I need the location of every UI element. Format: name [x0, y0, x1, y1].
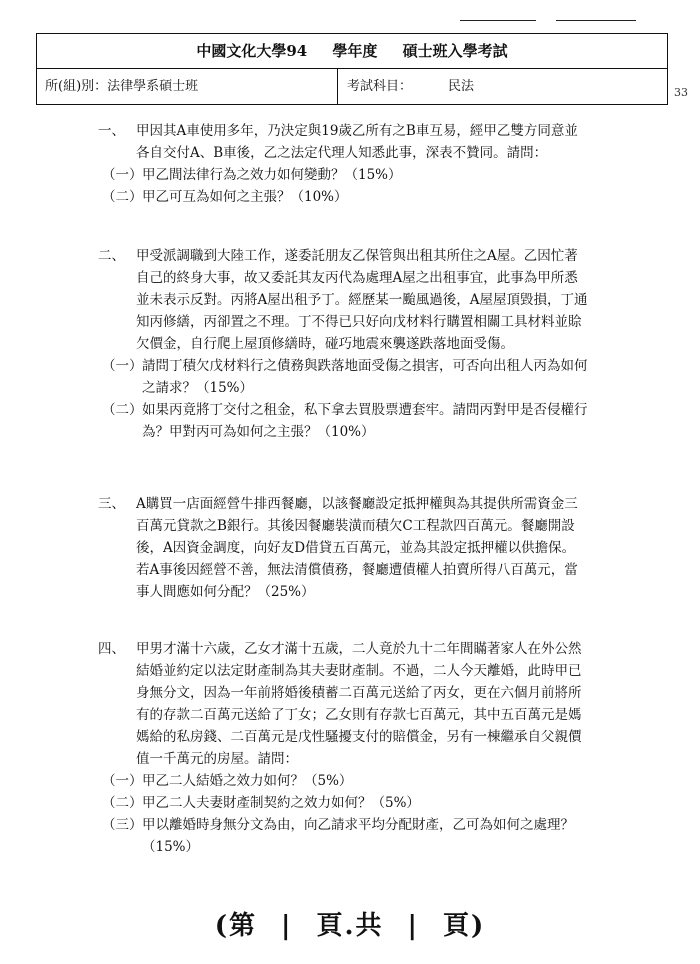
subject-label: 考試科目： [347, 79, 413, 94]
exam-title: 碩士班入學考試 [402, 42, 508, 60]
corner-mark: 33 [674, 86, 688, 99]
sub-question [98, 399, 588, 443]
sub-question [98, 814, 588, 858]
top-rule-left [460, 20, 536, 21]
sub-question [98, 792, 588, 814]
sub-question-text: 甲乙間法律行為之效力如何變動？（15%） [142, 167, 402, 183]
sub-question-label: （二） [102, 795, 143, 811]
footer-total-number: | [407, 911, 419, 941]
exam-header [36, 33, 668, 105]
question-number: 四、 [98, 641, 125, 657]
question-3 [98, 493, 588, 603]
question-number: 二、 [98, 248, 125, 264]
sub-question-text: 如果丙竟將丁交付之租金，私下拿去買股票遭套牢。請問丙對甲是否侵權行為？甲對丙可為如何之主張？（10%） [142, 402, 588, 440]
department-value: 法律學系碩士班 [107, 79, 199, 94]
footer-page-label: 頁.共 [316, 911, 384, 941]
question-body: 甲受派調職到大陸工作，遂委託朋友乙保管與出租其所住之A屋。乙因忙著自己的終身大事，故又委託其友丙代為處理A屋之出租事宜，此事為甲所悉並未表示反對。丙將A屋出租予丁。經歷某一颱風過後，A屋屋頂毀損，丁通知丙修繕，丙卻置之不理。丁不得已只好向戊材料行購置相關工具材料並賒欠價金，自行爬上屋頂修繕時，碰巧地震來襲遂跌落地面受傷。 [136, 248, 588, 352]
sub-question-label: （一） [102, 167, 143, 183]
sub-question-text: 甲乙二人夫妻財產制契約之效力如何？（5%） [142, 795, 420, 811]
top-rule-right [556, 20, 636, 21]
header-divider [337, 69, 338, 104]
question-2 [98, 245, 588, 443]
department-label: 所(組)別： [45, 79, 108, 94]
question-1 [98, 120, 588, 208]
footer-page-number: | [281, 911, 293, 941]
footer-open: (第 [214, 911, 257, 941]
subject-cell [347, 69, 474, 104]
sub-question [98, 186, 588, 208]
department-cell [45, 69, 198, 104]
exam-info-row [37, 69, 667, 104]
question-number: 三、 [98, 496, 125, 512]
academic-year-label: 學年度 [332, 42, 378, 60]
page-footer [0, 905, 700, 942]
question-number: 一、 [98, 123, 125, 139]
question-4 [98, 638, 588, 858]
question-body: 甲男才滿十六歲，乙女才滿十五歲，二人竟於九十二年間瞞著家人在外公然結婚並約定以法定財產制為其夫妻財產制。不過，二人今天離婚，此時甲已身無分文，因為一年前將婚後積蓄二百萬元送給了丙女，更在六個月前將所有的存款二百萬元送給了丁女；乙女則有存款七百萬元，其中五百萬元是媽媽給的私房錢、二百萬元是戊性騷擾支付的賠償金，另有一棟繼承自父親價值一千萬元的房屋。請問： [136, 641, 582, 767]
footer-close: 頁) [443, 911, 486, 941]
sub-question [98, 770, 588, 792]
sub-question-label: （一） [102, 358, 143, 374]
sub-question-text: 請問丁積欠戊材料行之債務與跌落地面受傷之損害，可否向出租人丙為如何之請求？（15%） [142, 358, 588, 396]
sub-question-label: （二） [102, 402, 143, 418]
subject-value: 民法 [448, 79, 475, 94]
question-body: A購買一店面經營牛排西餐廳，以該餐廳設定抵押權與為其提供所需資金三百萬元貸款之B銀行。其後因餐廳裝潢而積欠C工程款四百萬元。餐廳開設後，A因資金調度，向好友D借貸五百萬元，並為其設定抵押權以供擔保。若A事後因經營不善，無法清償債務，餐廳遭債權人拍賣所得八百萬元，當事人間應如何分配？（25%） [136, 496, 578, 600]
sub-question-label: （二） [102, 189, 143, 205]
sub-question-text: 甲以離婚時身無分文為由，向乙請求平均分配財產，乙可為如何之處理？（15%） [142, 817, 574, 855]
sub-question-label: （三） [102, 817, 143, 833]
question-body: 甲因其A車使用多年，乃決定與19歲乙所有之B車互易，經甲乙雙方同意並各自交付A、B車後，乙之法定代理人知悉此事，深表不贊同。請問： [136, 123, 578, 161]
exam-title-row [37, 34, 667, 69]
university-name: 中國文化大學94 [196, 42, 308, 60]
sub-question [98, 164, 588, 186]
sub-question [98, 355, 588, 399]
sub-question-label: （一） [102, 773, 143, 789]
sub-question-text: 甲乙可互為如何之主張？（10%） [142, 189, 348, 205]
sub-question-text: 甲乙二人結婚之效力如何？（5%） [142, 773, 353, 789]
